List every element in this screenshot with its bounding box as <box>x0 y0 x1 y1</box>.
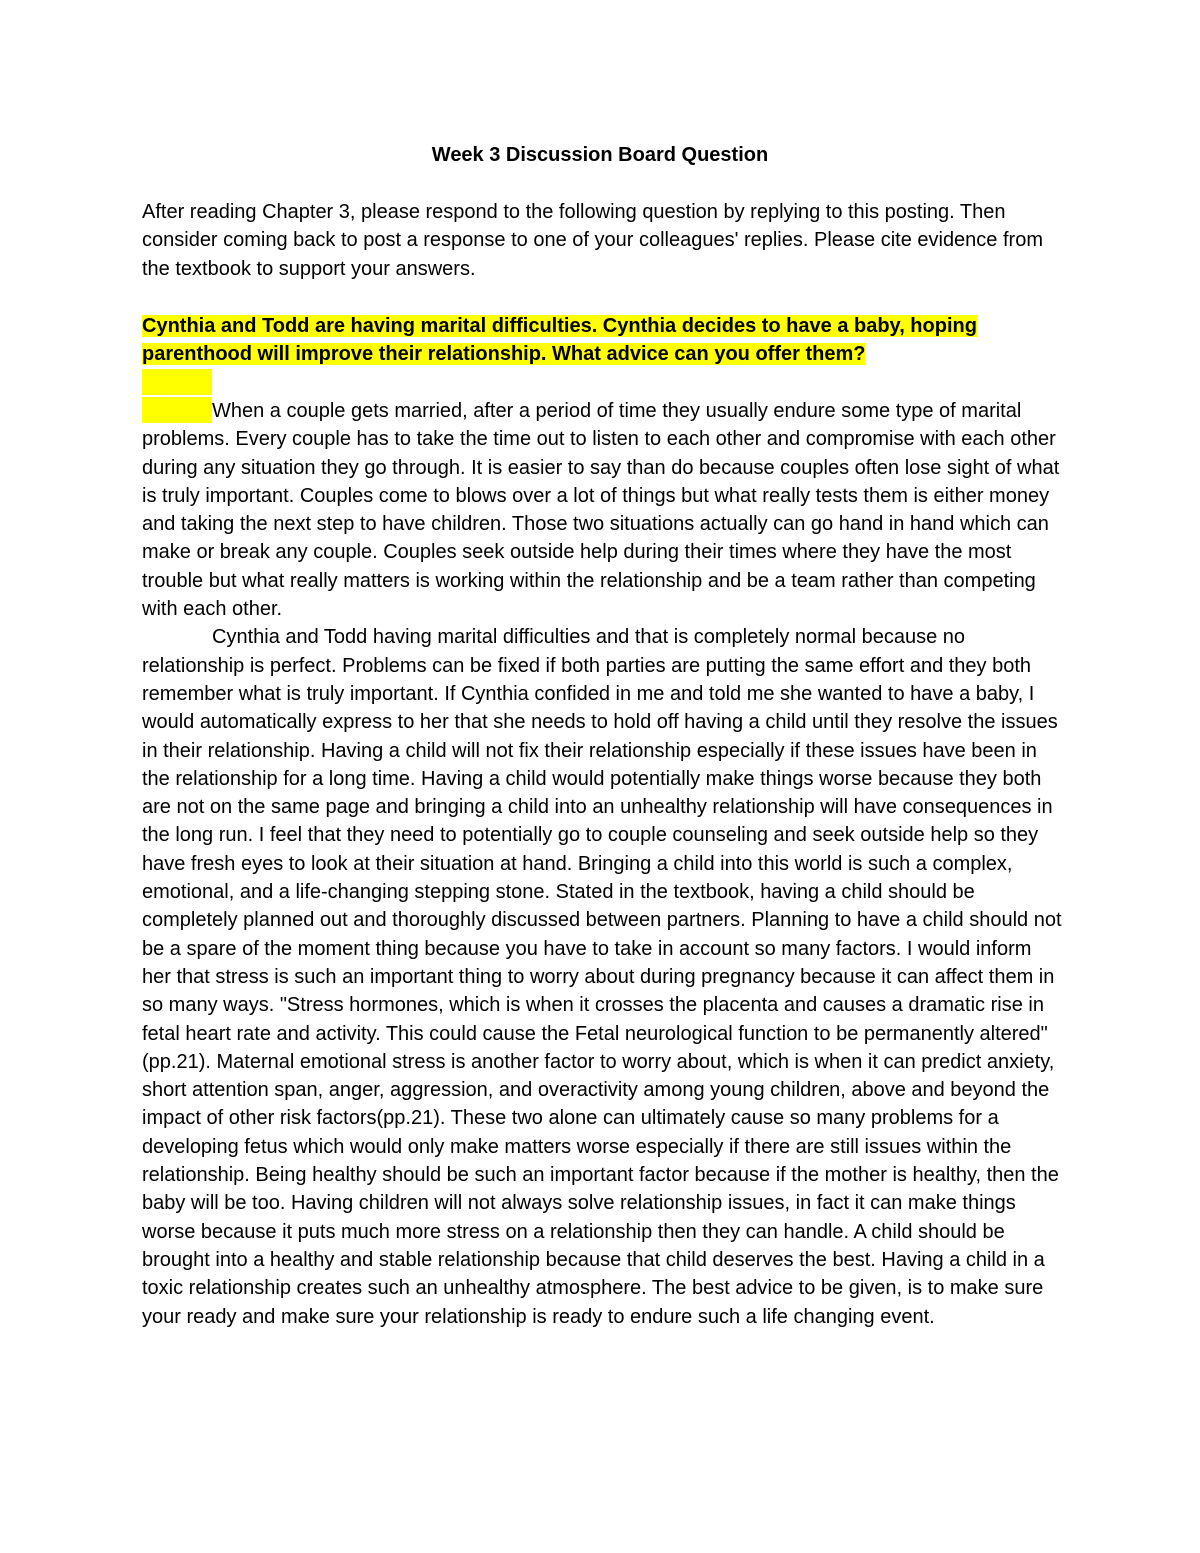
discussion-question <box>142 312 1062 369</box>
document-title: Week 3 Discussion Board Question <box>431 144 769 166</box>
response-paragraph-1: When a couple gets married, after a period of time they usually endure some type of marital problems. Every couple has to take the time out to listen to each other and compromise with each other during any situation they go through. It is easier to say than do because couples often lose sight of what is truly important. Couples come to blows over a lot of things but what really tests them is either money and taking the next step to have children. Those two situations actually can go hand in hand which can make or break any couple. Couples seek outside help during their times where they have the most trouble but what really matters is working within the relationship and be a team rather than competing with each other. <box>142 400 1060 621</box>
response-body <box>142 397 1062 1331</box>
response-paragraph-2: Cynthia and Todd having marital difficulties and that is completely normal because no relationship is perfect. Problems can be fixed if both parties are putting the same effort and they both remember what is truly important. If Cynthia confided in me and told me she wanted to have a baby, I would automatically express to her that she needs to hold off having a child until they resolve the issues in their relationship. Having a child will not fix their relationship especially if these issues have been in the relationship for a long time. Having a child would potentially make things worse because they both are not on the same page and bringing a child into an unhealthy relationship will have consequences in the long run. I feel that they need to potentially go to couple counseling and seek outside help so they have fresh eyes to look at their situation at hand. Bringing a child into this world is such a complex, emotional, and a life-changing stepping stone. Stated in the textbook, having a child should be completely planned out and thoroughly discussed between partners. Planning to have a child should not be a spare of the moment thing because you have to take in account so many factors. I would inform her that stress is such an important thing to worry about during pregnancy because it can affect them in so many ways. "Stress hormones, which is when it crosses the placenta and causes a dramatic rise in fetal heart rate and activity. This could cause the Fetal neurological function to be permanently altered"(pp.21). Maternal emotional stress is another factor to worry about, which is when it can predict anxiety, short attention span, anger, aggression, and overactivity among young children, above and beyond the impact of other risk factors(pp.21). These two alone can ultimately cause so many problems for a developing fetus which would only make matters worse especially if there are still issues within the relationship. Being healthy should be such an important factor because if the mother is healthy, then the baby will be too. Having children will not always solve relationship issues, in fact it can make things worse because it puts much more stress on a relationship then they can handle. A child should be brought into a healthy and stable relationship because that child deserves the best. Having a child in a toxic relationship creates such an unhealthy atmosphere. The best advice to be given, is to make sure your ready and make sure your relationship is ready to endure such a life changing event. <box>142 626 1062 1328</box>
highlight-mark <box>142 369 212 395</box>
discussion-question-text: Cynthia and Todd are having marital difficulties. Cynthia decides to have a baby, hoping parenthood will improve their relationship. What advice can you offer them? <box>142 315 977 366</box>
intro-paragraph: After reading Chapter 3, please respond to the following question by replying to this posting. Then consider coming back to post a response to one of your colleagues' replies. Please cite evidence from the textbook to support your answers. <box>142 201 1043 280</box>
